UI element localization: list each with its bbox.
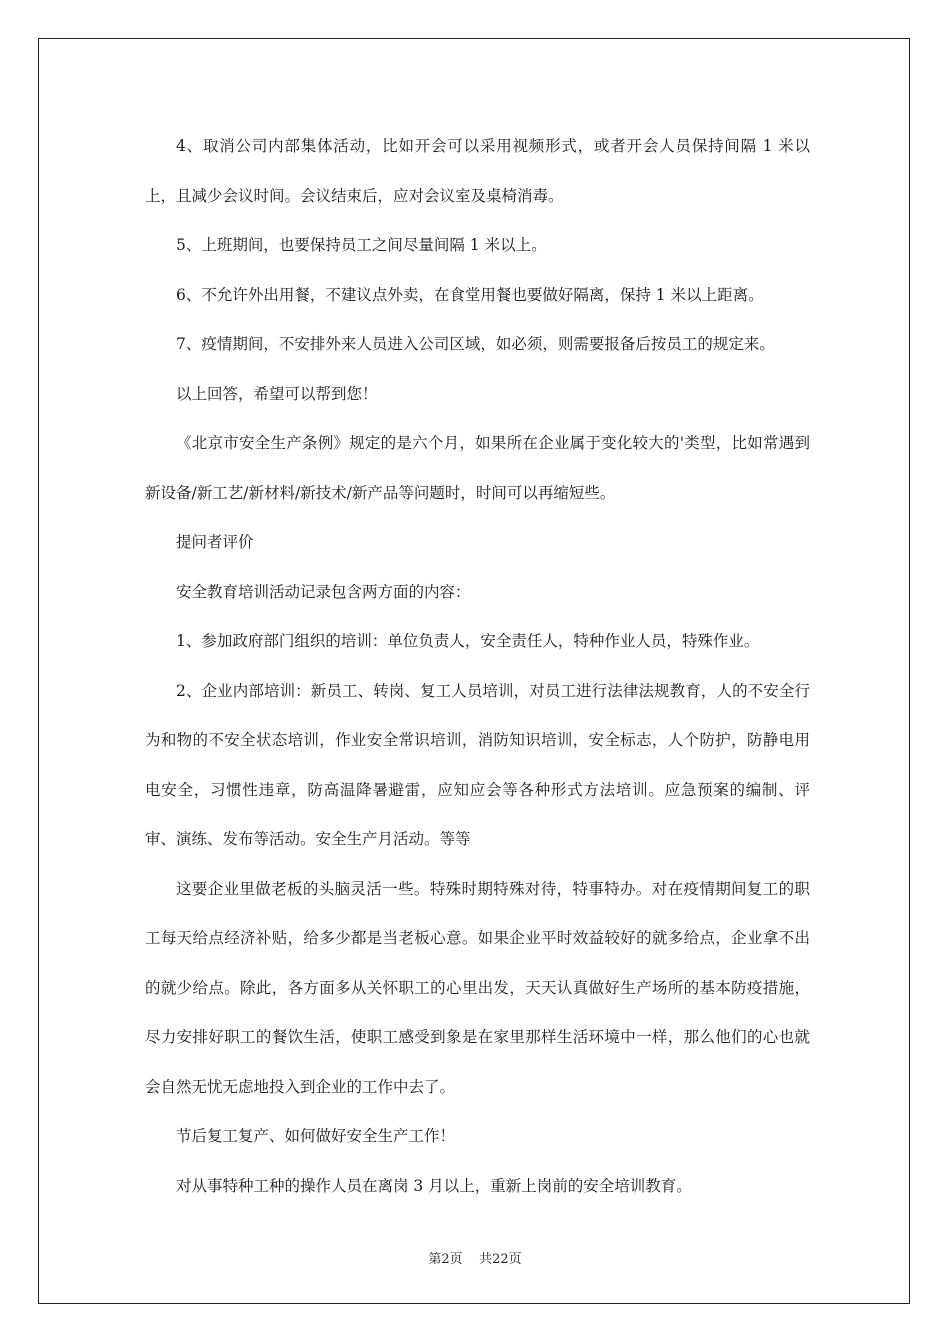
- page-number-footer: 第2页 共22页: [428, 1252, 522, 1267]
- paragraph: 《北京市安全生产条例》规定的是六个月，如果所在企业属于变化较大的'类型，比如常遇到新设备/新工艺/新材料/新技术/新产品等问题时，时间可以再缩短些。: [145, 434, 810, 502]
- paragraph: 4、取消公司内部集体活动，比如开会可以采用视频形式，或者开会人员保持间隔 1 米以上，且减少会议时间。会议结束后，应对会议室及桌椅消毒。: [145, 137, 810, 205]
- paragraph: 节后复工复产、如何做好安全生产工作！: [176, 1127, 456, 1145]
- paragraph: 5、上班期间，也要保持员工之间尽量间隔 1 米以上。: [176, 236, 547, 254]
- document-body: [145, 122, 810, 1211]
- paragraph: 1、参加政府部门组织的培训：单位负责人，安全责任人，特种作业人员，特殊作业。: [176, 632, 760, 650]
- paragraph: 对从事特种工种的操作人员在离岗 3 月以上，重新上岗前的安全培训教育。: [176, 1176, 692, 1195]
- paragraph: 7、疫情期间，不安排外来人员进入公司区域，如必须，则需要报备后按员工的规定来。: [176, 335, 775, 353]
- paragraph: 这要企业里做老板的头脑灵活一些。特殊时期特殊对待，特事特办。对在疫情期间复工的职工每天给点经济补贴，给多少都是当老板心意。如果企业平时效益较好的就多给点，企业拿不出的就少给点。除此，各方面多从关怀职工的心里出发，天天认真做好生产场所的基本防疫措施，尽力安排好职工的餐饮生活，使职工感受到象是在家里那样生活环境中一样，那么他们的心也就会自然无忧无虑地投入到企业的工作中去了。: [145, 879, 810, 1096]
- paragraph: 安全教育培训活动记录包含两方面的内容：: [176, 582, 471, 601]
- paragraph: 以上回答，希望可以帮到您！: [176, 384, 378, 403]
- paragraph: 2、企业内部培训：新员工、转岗、复工人员培训，对员工进行法律法规教育，人的不安全行为和物的不安全状态培训，作业安全常识培训，消防知识培训，安全标志，人个防护，防静电用电安全，习惯性违章，防高温降暑避雷，应知应会等各种形式方法培训。应急预案的编制、评审、演练、发布等活动。安全生产月活动。等等: [145, 681, 810, 848]
- paragraph: 提问者评价: [176, 533, 254, 551]
- paragraph: 6、不允许外出用餐，不建议点外卖，在食堂用餐也要做好隔离，保持 1 米以上距离。: [176, 285, 764, 304]
